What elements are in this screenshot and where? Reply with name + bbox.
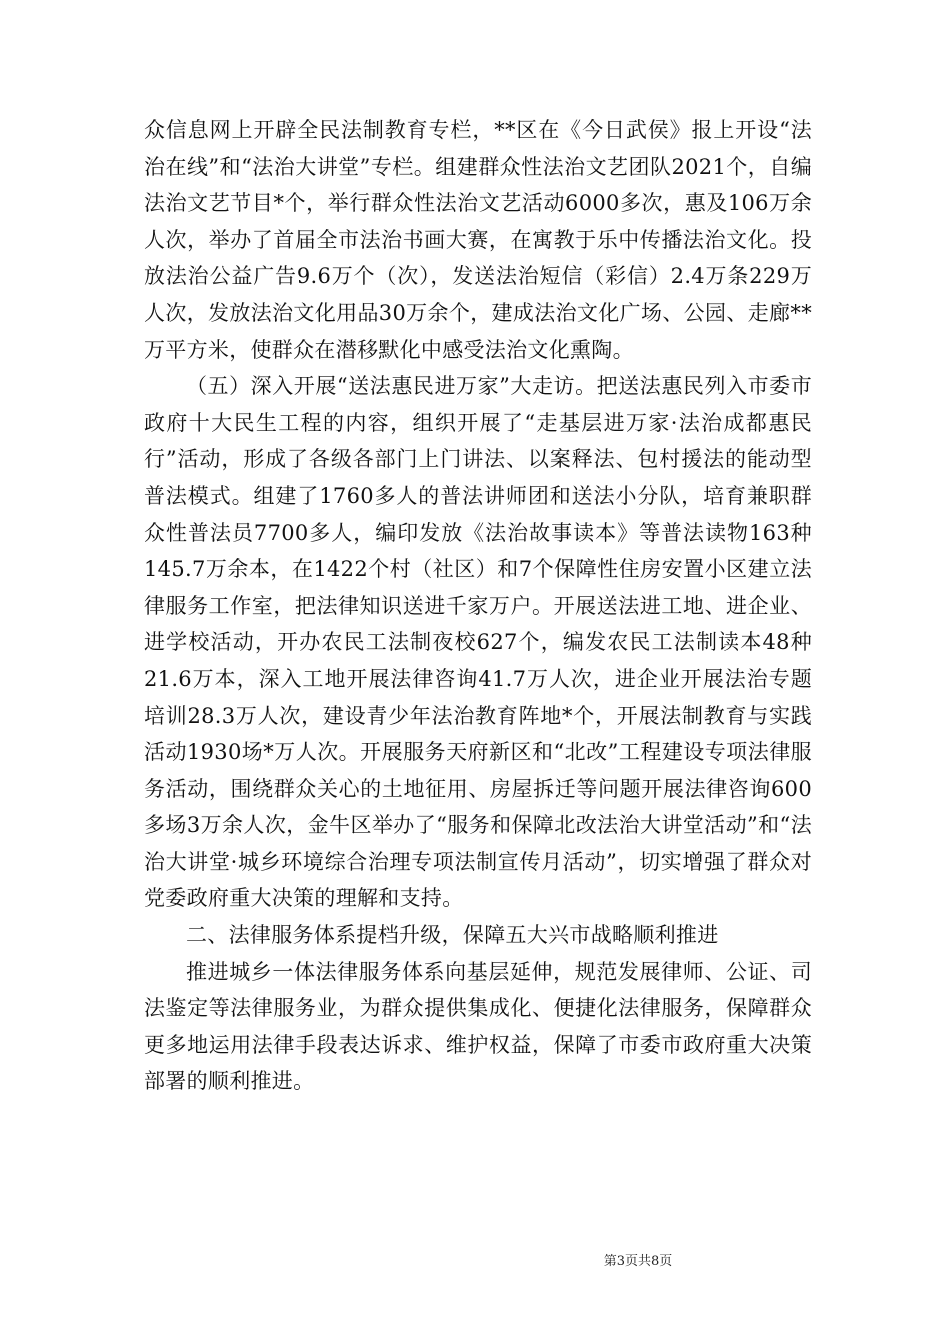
document-body xyxy=(144,112,812,1100)
paragraph-3: 推进城乡一体法律服务体系向基层延伸，规范发展律师、公证、司法鉴定等法律服务业，为群众提供集成化、便捷化法律服务，保障群众更多地运用法律手段表达诉求、维护权益，保障了市委市政府重大决策部署的顺利推进。 xyxy=(144,959,812,1094)
paragraph-2: （五）深入开展“送法惠民进万家”大走访。把送法惠民列入市委市政府十大民生工程的内容，组织开展了“走基层进万家·法治成都惠民行”活动，形成了各级各部门上门讲法、以案释法、包村援法的能动型普法模式。组建了1760多人的普法讲师团和送法小分队，培育兼职群众性普法员7700多人，编印发放《法治故事读本》等普法读物163种145.7万余本，在1422个村（社区）和7个保障性住房安置小区建立法律服务工作室，把法律知识送进千家万户。开展送法进工地、进企业、进学校活动，开办农民工法制夜校627个，编发农民工法制读本48种21.6万本，深入工地开展法律咨询41.7万人次，进企业开展法治专题培训28.3万人次，建设青少年法治教育阵地*个，开展法制教育与实践活动1930场*万人次。开展服务天府新区和“北改”工程建设专项法律服务活动，围绕群众关心的土地征用、房屋拆迁等问题开展法律咨询600多场3万余人次，金牛区举办了“服务和保障北改法治大讲堂活动”和“法治大讲堂·城乡环境综合治理专项法制宣传月活动”，切实增强了群众对党委政府重大决策的理解和支持。 xyxy=(144,374,812,911)
section-heading: 二、法律服务体系提档升级，保障五大兴市战略顺利推进 xyxy=(186,923,719,948)
page-number: 第3页共8页 xyxy=(603,1254,673,1269)
paragraph-1: 众信息网上开辟全民法制教育专栏，**区在《今日武侯》报上开设“法治在线”和“法治大讲堂”专栏。组建群众性法治文艺团队2021个，自编法治文艺节目*个，举行群众性法治文艺活动6000多次，惠及106万余人次，举办了首届全市法治书画大赛，在寓教于乐中传播法治文化。投放法治公益广告9.6万个（次），发送法治短信（彩信）2.4万条229万人次，发放法治文化用品30万余个，建成法治文化广场、公园、走廊**万平方米，使群众在潜移默化中感受法治文化熏陶。 xyxy=(144,118,812,362)
